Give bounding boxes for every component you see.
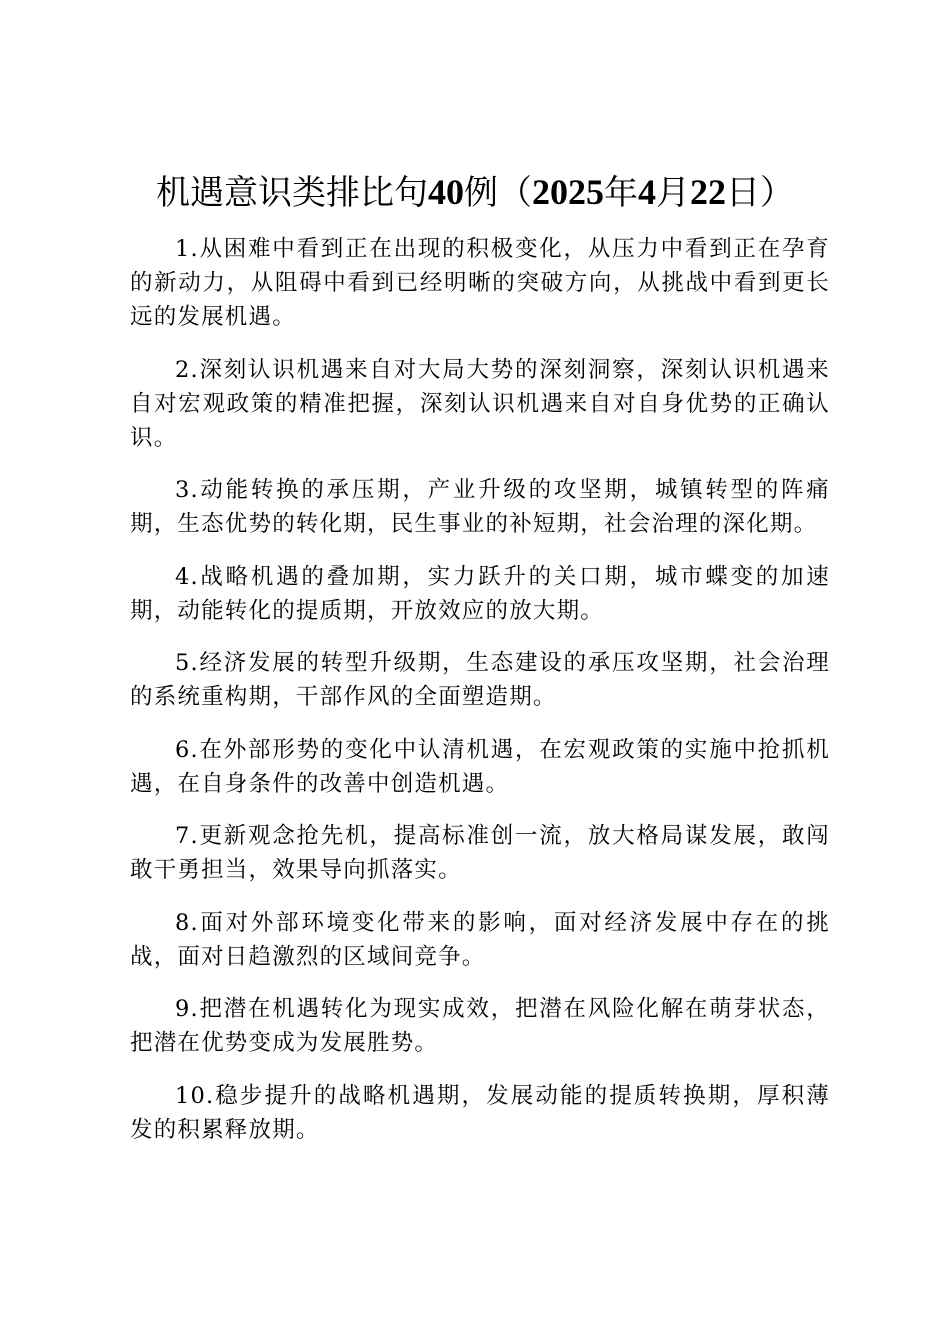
paragraph-7: 7.更新观念抢先机，提高标准创一流，放大格局谋发展，敢闯敢干勇担当，效果导向抓落实。 [130, 823, 830, 883]
paragraph-2: 2.深刻认识机遇来自对大局大势的深刻洞察，深刻认识机遇来自对宏观政策的精准把握，深刻认识机遇来自对自身优势的正确认识。 [130, 356, 830, 451]
title-count: 40 [428, 172, 464, 212]
paragraph-9: 9.把潜在机遇转化为现实成效，把潜在风险化解在萌芽状态，把潜在优势变成为发展胜势。 [130, 996, 830, 1056]
document-title [100, 170, 850, 215]
title-text-year-char: 年 [604, 173, 638, 213]
title-year: 2025 [532, 172, 604, 212]
title-text-day-char: 日） [726, 173, 794, 213]
title-text-main: 机遇意识类排比句 [156, 173, 428, 213]
document-body [130, 232, 830, 1165]
title-day: 22 [690, 172, 726, 212]
paragraph-8: 8.面对外部环境变化带来的影响，面对经济发展中存在的挑战，面对日趋激烈的区域间竞争。 [130, 909, 830, 970]
paragraph-3: 3.动能转换的承压期，产业升级的攻坚期，城镇转型的阵痛期，生态优势的转化期，民生事业的补短期，社会治理的深化期。 [130, 477, 830, 537]
paragraph-1: 1.从困难中看到正在出现的积极变化，从压力中看到正在孕育的新动力，从阻碍中看到已经明晰的突破方向，从挑战中看到更长远的发展机遇。 [130, 236, 830, 330]
paragraph-4: 4.战略机遇的叠加期，实力跃升的关口期，城市蝶变的加速期，动能转化的提质期，开放效应的放大期。 [130, 563, 830, 624]
title-month: 4 [638, 172, 656, 212]
paragraph-5: 5.经济发展的转型升级期，生态建设的承压攻坚期，社会治理的系统重构期，干部作风的全面塑造期。 [130, 650, 830, 710]
paragraph-6: 6.在外部形势的变化中认清机遇，在宏观政策的实施中抢抓机遇，在自身条件的改善中创造机遇。 [130, 736, 830, 797]
paragraph-10: 10.稳步提升的战略机遇期，发展动能的提质转换期，厚积薄发的积累释放期。 [130, 1082, 830, 1143]
title-text-paren: 例（ [464, 173, 532, 213]
title-text-month-char: 月 [656, 173, 690, 213]
